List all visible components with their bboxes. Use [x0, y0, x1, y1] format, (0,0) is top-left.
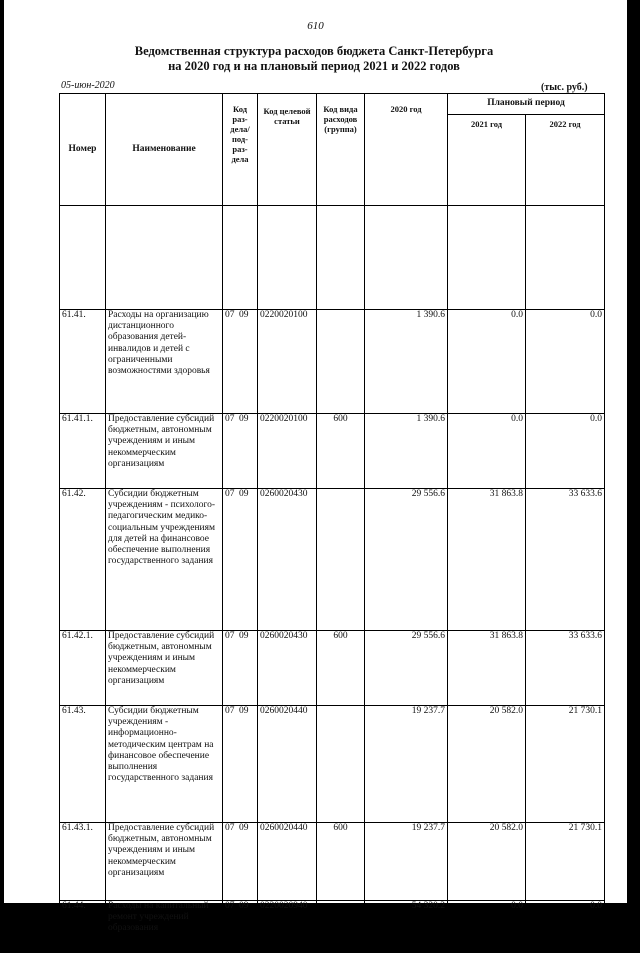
row-2022: 33 633.6 — [526, 489, 605, 631]
row-name: Субсидии бюджетным учреждениям - информационно-методическим центрам на финансовое обеспечение выполнения государственного задания — [106, 706, 223, 823]
budget-table-wrapper — [59, 93, 604, 953]
header-number: Номер — [60, 94, 106, 206]
row-expense-type — [317, 901, 365, 953]
row-target-code: 0220020100 — [258, 310, 317, 414]
row-2022: 0.0 — [526, 901, 605, 953]
header-section-code: Код раз-дела/ под-раз-дела — [223, 94, 258, 206]
row-expense-type — [317, 310, 365, 414]
header-2022: 2022 год — [526, 115, 605, 206]
row-number: 61.41. — [60, 310, 106, 414]
title-line-2: на 2020 год и на плановый период 2021 и 2022 годов — [168, 59, 460, 73]
row-2021: 0.0 — [448, 901, 526, 953]
row-2022: 21 730.1 — [526, 706, 605, 823]
row-name: Расходы на капитальный ремонт учреждений образования — [106, 901, 223, 953]
row-name: Предоставление субсидий бюджетным, автономным учреждениям и иным некоммерческим организациям — [106, 631, 223, 706]
row-2021: 20 582.0 — [448, 823, 526, 901]
row-section-code: 07 09 — [223, 414, 258, 489]
row-expense-type: 600 — [317, 631, 365, 706]
table-row — [60, 901, 605, 953]
document-page — [4, 0, 627, 934]
row-number: 61.43.1. — [60, 823, 106, 901]
row-target-code: 0260020440 — [258, 706, 317, 823]
row-number: 61.42.1. — [60, 631, 106, 706]
table-row — [60, 823, 605, 901]
header-2021: 2021 год — [448, 115, 526, 206]
table-row — [60, 489, 605, 631]
row-2020: 1 390.6 — [365, 414, 448, 489]
row-number: 61.41.1. — [60, 414, 106, 489]
row-expense-type — [317, 706, 365, 823]
header-target-code: Код целевой статьи — [258, 94, 317, 206]
header-row-1 — [60, 94, 605, 115]
row-target-code: 0260020430 — [258, 489, 317, 631]
row-section-code: 07 09 — [223, 706, 258, 823]
row-name: Расходы на организацию дистанционного образования детей-инвалидов и детей с ограниченными возможностями здоровья — [106, 310, 223, 414]
row-target-code: 0260020440 — [258, 823, 317, 901]
row-2020: 19 237.7 — [365, 823, 448, 901]
units-label: (тыс. руб.) — [541, 82, 588, 93]
row-2021: 20 582.0 — [448, 706, 526, 823]
row-target-code: 0220020100 — [258, 414, 317, 489]
row-expense-type — [317, 489, 365, 631]
row-target-code: 0220020940 — [258, 901, 317, 953]
title-line-1: Ведомственная структура расходов бюджета Санкт-Петербурга — [134, 44, 494, 58]
row-2020: 29 556.6 — [365, 631, 448, 706]
header-expense-type-code: Код вида расходов (группа) — [317, 94, 365, 206]
table-row — [60, 310, 605, 414]
row-expense-type: 600 — [317, 823, 365, 901]
row-section-code: 07 09 — [223, 823, 258, 901]
row-2021: 0.0 — [448, 414, 526, 489]
row-2022: 21 730.1 — [526, 823, 605, 901]
row-name: Предоставление субсидий бюджетным, автономным учреждениям и иным некоммерческим организациям — [106, 823, 223, 901]
row-name: Предоставление субсидий бюджетным, автономным учреждениям и иным некоммерческим организациям — [106, 414, 223, 489]
page-number: 610 — [307, 20, 324, 32]
document-title — [44, 44, 584, 74]
header-planned-period: Плановый период — [448, 94, 605, 115]
table-row — [60, 706, 605, 823]
row-expense-type: 600 — [317, 414, 365, 489]
row-section-code: 07 09 — [223, 489, 258, 631]
table-row — [60, 631, 605, 706]
row-2022: 0.0 — [526, 414, 605, 489]
row-2020: 54 320.2 — [365, 901, 448, 953]
row-2020: 29 556.6 — [365, 489, 448, 631]
row-2021: 0.0 — [448, 310, 526, 414]
row-target-code: 0260020430 — [258, 631, 317, 706]
budget-table — [59, 93, 605, 953]
spacer-row — [60, 206, 605, 310]
row-2021: 31 863.8 — [448, 631, 526, 706]
header-2020: 2020 год — [365, 94, 448, 206]
row-2020: 19 237.7 — [365, 706, 448, 823]
row-section-code: 07 09 — [223, 901, 258, 953]
row-2022: 0.0 — [526, 310, 605, 414]
row-2021: 31 863.8 — [448, 489, 526, 631]
row-2020: 1 390.6 — [365, 310, 448, 414]
row-section-code: 07 09 — [223, 631, 258, 706]
row-section-code: 07 09 — [223, 310, 258, 414]
row-number: 61.43. — [60, 706, 106, 823]
row-name: Субсидии бюджетным учреждениям - психолого-педагогическим медико-социальным учреждениям для детей на финансовое обеспечение выполнения государственного задания — [106, 489, 223, 631]
header-name: Наименование — [106, 94, 223, 206]
document-date: 05-июн-2020 — [61, 80, 115, 91]
table-row — [60, 414, 605, 489]
row-number: 61.42. — [60, 489, 106, 631]
row-number: 61.44. — [60, 901, 106, 953]
row-2022: 33 633.6 — [526, 631, 605, 706]
